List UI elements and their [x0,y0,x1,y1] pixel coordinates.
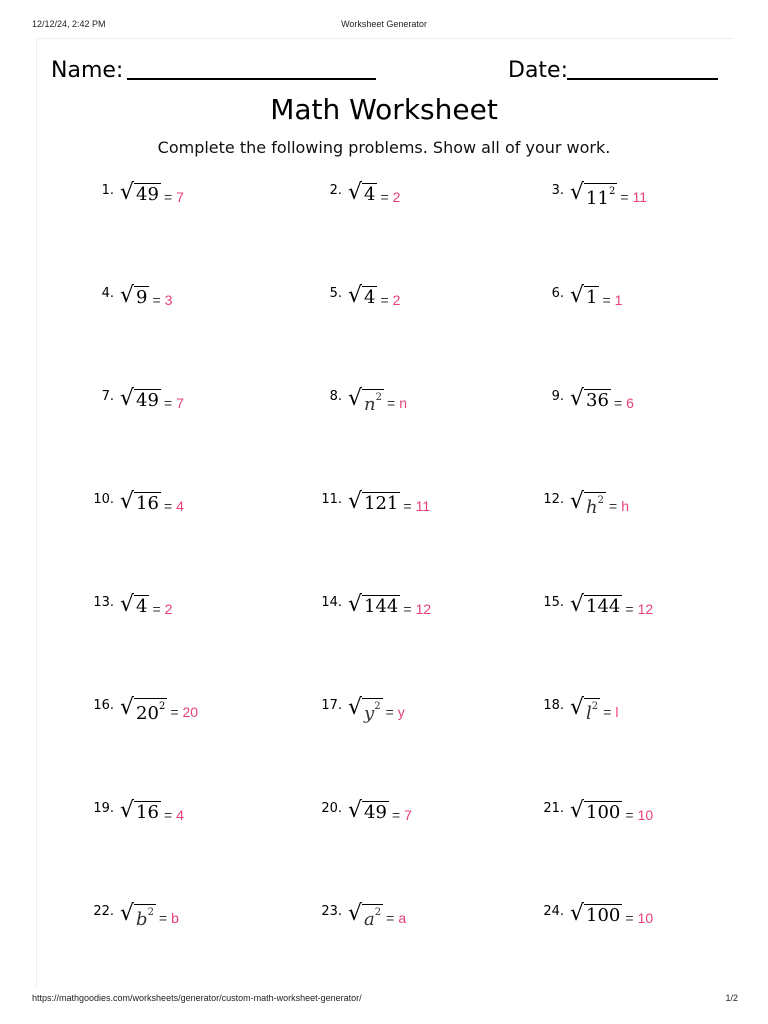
answer: 11 [415,498,431,514]
radicand [362,595,400,618]
square-root-expression [120,180,161,206]
problem-number: 17. [321,698,342,713]
problem-number: 7. [101,389,114,404]
radicand-base: 144 [586,596,621,617]
radicand-exponent: 2 [608,186,616,197]
problem-item [86,489,184,519]
radical-sign-icon: √ [570,592,585,617]
problem-number: 3. [551,183,564,198]
problem-number: 21. [543,801,564,816]
problem-number: 12. [543,492,564,507]
square-root-expression [348,695,383,725]
answer-group [625,601,653,617]
answer: l [615,704,619,720]
answer-group [164,807,184,823]
problem-item [536,901,653,931]
square-root-expression [570,695,600,725]
answer-group [152,292,172,308]
date-label: Date: [508,58,568,83]
problem-number: 23. [321,904,342,919]
problem-item [86,386,184,416]
radicand-base: 11 [586,188,609,209]
radical-sign-icon: √ [348,798,363,823]
problem-item [314,283,400,313]
radicand-exponent: 2 [374,907,382,918]
radicand-base: a [364,909,375,930]
problem-item [86,798,184,828]
problem-number: 16. [93,698,114,713]
radicand-base: 49 [136,390,159,411]
answer-group [609,498,629,514]
radicand [584,389,611,412]
problem-item [86,901,179,931]
answer: y [397,704,405,720]
problem-number: 5. [329,286,342,301]
radicand [362,904,383,931]
radicand [584,183,617,210]
radicand [134,389,161,412]
answer-group [380,189,400,205]
radicand [362,698,383,725]
answer-group [387,395,407,411]
radicand-base: 144 [364,596,399,617]
answer: n [399,395,407,411]
square-root-expression [120,489,161,515]
date-blank-line [567,78,718,80]
radicand [584,595,622,618]
answer: 12 [637,601,654,617]
radicand [584,286,599,309]
radicand [134,492,161,515]
answer: 11 [632,189,648,205]
radicand [584,698,600,725]
radicand-base: 4 [364,184,376,205]
answer: 10 [637,807,654,823]
radicand-base: 100 [586,905,621,926]
equals-sign: = [380,292,389,308]
square-root-expression [120,592,149,618]
radical-sign-icon: √ [120,489,135,514]
answer-group [170,704,198,720]
problem-item [314,592,431,622]
answer-group [159,910,179,926]
radicand [134,183,161,206]
equals-sign: = [387,395,396,411]
problem-item [536,180,647,210]
radicand-exponent: 2 [597,495,604,506]
square-root-expression [570,180,617,210]
answer: 2 [164,601,173,617]
radicand-base: 4 [364,287,376,308]
radicand [134,698,167,725]
square-root-expression [120,386,161,412]
answer-group [602,292,622,308]
problem-number: 6. [551,286,564,301]
problem-item [314,695,405,725]
radicand-base: h [586,497,598,518]
equals-sign: = [163,807,173,823]
radical-sign-icon: √ [348,180,363,205]
radical-sign-icon: √ [348,901,363,926]
answer: 7 [404,807,412,823]
equals-sign: = [158,910,168,926]
answer: 12 [415,601,432,617]
radical-sign-icon: √ [570,798,585,823]
radical-sign-icon: √ [348,592,363,617]
problem-number: 4. [101,286,114,301]
problem-number: 9. [551,389,564,404]
radicand-exponent: 2 [147,907,154,918]
radical-sign-icon: √ [120,386,135,411]
equals-sign: = [386,910,395,926]
radicand [584,801,622,824]
name-blank-line [127,78,376,80]
problem-number: 13. [93,595,114,610]
answer: 2 [392,292,401,308]
radicand [362,492,400,515]
radicand [584,492,606,519]
radicand-exponent: 2 [158,701,166,712]
radicand [362,801,389,824]
answer-group [403,601,431,617]
radicand [362,389,384,416]
radicand-exponent: 2 [374,701,381,712]
radicand-base: y [364,703,375,724]
problem-number: 1. [101,183,114,198]
equals-sign: = [170,704,179,720]
answer-group [164,189,184,205]
equals-sign: = [403,601,412,617]
problem-number: 11. [321,492,342,507]
answer-group [614,395,634,411]
square-root-expression [120,901,156,931]
answer-group [603,704,618,720]
equals-sign: = [620,189,629,205]
radicand-base: 4 [136,596,148,617]
answer: 4 [176,807,184,823]
radical-sign-icon: √ [570,901,585,926]
radicand-exponent: 2 [375,392,382,403]
answer-group [625,910,653,926]
answer: h [621,498,629,514]
radical-sign-icon: √ [570,386,585,411]
square-root-expression [348,386,384,416]
radicand [134,801,161,824]
answer-group [386,704,405,720]
answer: b [171,910,179,926]
problem-item [536,798,653,828]
radicand [134,286,149,309]
problem-item [86,695,198,725]
print-url: https://mathgoodies.com/worksheets/generator/custom-math-worksheet-generator/ [32,993,362,1003]
problem-number: 10. [93,492,114,507]
radical-sign-icon: √ [120,180,135,205]
answer: 1 [614,292,623,308]
problem-item [314,798,412,828]
answer: 3 [164,292,173,308]
radical-sign-icon: √ [570,489,585,514]
answer: 7 [176,395,184,411]
radical-sign-icon: √ [570,283,585,308]
radicand [362,183,377,206]
square-root-expression [570,386,611,412]
radical-sign-icon: √ [120,695,135,720]
square-root-expression [348,180,377,206]
radical-sign-icon: √ [570,180,585,205]
radicand-base: 20 [136,703,159,724]
equals-sign: = [385,704,394,720]
problem-item [86,283,172,313]
radicand [362,286,377,309]
problem-number: 18. [543,698,564,713]
radicand-base: 121 [364,493,399,514]
answer-group [625,807,653,823]
square-root-expression [120,798,161,824]
square-root-expression [120,283,149,309]
equals-sign: = [391,807,401,823]
equals-sign: = [609,498,618,514]
equals-sign: = [152,292,161,308]
equals-sign: = [625,601,634,617]
answer: a [398,910,407,926]
equals-sign: = [163,498,173,514]
radicand [134,904,156,931]
answer-group [164,498,184,514]
equals-sign: = [602,292,611,308]
problem-item [536,283,622,313]
name-label: Name: [51,58,124,83]
answer-group [620,189,647,205]
square-root-expression [570,283,599,309]
radicand-base: 16 [136,493,159,514]
equals-sign: = [613,395,623,411]
problem-item [314,489,430,519]
problem-number: 15. [543,595,564,610]
answer-group [392,807,412,823]
problem-item [314,386,407,416]
answer: 20 [182,704,199,720]
problem-item [536,695,618,725]
problem-item [86,592,172,622]
square-root-expression [348,283,377,309]
answer: 2 [392,189,401,205]
worksheet-title: Math Worksheet [270,93,498,126]
radicand-base: b [136,909,148,930]
print-page-title: Worksheet Generator [341,19,427,29]
answer: 7 [176,189,184,205]
radicand-exponent: 2 [591,701,599,712]
radical-sign-icon: √ [348,489,363,514]
worksheet-instructions: Complete the following problems. Show all of your work. [157,138,611,157]
answer-group [403,498,430,514]
equals-sign: = [152,601,161,617]
square-root-expression [570,592,622,618]
equals-sign: = [403,498,412,514]
answer-group [152,601,172,617]
square-root-expression [570,489,606,519]
problem-number: 8. [329,389,342,404]
radicand-base: 36 [586,390,609,411]
answer-group [164,395,184,411]
problem-item [86,180,184,210]
square-root-expression [348,592,400,618]
radicand-base: 1 [586,287,598,308]
radical-sign-icon: √ [120,901,135,926]
equals-sign: = [603,704,612,720]
answer-group [386,910,406,926]
problem-number: 22. [93,904,114,919]
problem-item [314,901,406,931]
answer: 6 [626,395,634,411]
square-root-expression [570,901,622,927]
square-root-expression [348,798,389,824]
problem-number: 19. [93,801,114,816]
equals-sign: = [625,910,634,926]
equals-sign: = [380,189,389,205]
radical-sign-icon: √ [120,592,135,617]
print-datetime: 12/12/24, 2:42 PM [32,19,106,29]
radicand [134,595,149,618]
problem-item [536,489,629,519]
square-root-expression [120,695,167,725]
radicand-base: 49 [136,184,159,205]
square-root-expression [348,489,400,515]
radicand-base: 9 [136,287,148,308]
problem-number: 14. [321,595,342,610]
radical-sign-icon: √ [348,386,363,411]
radical-sign-icon: √ [120,798,135,823]
square-root-expression [570,798,622,824]
square-root-expression [348,901,383,931]
radical-sign-icon: √ [348,695,363,720]
answer: 10 [637,910,654,926]
problem-number: 20. [321,801,342,816]
radical-sign-icon: √ [570,695,585,720]
equals-sign: = [163,189,173,205]
radicand-base: 100 [586,802,621,823]
radical-sign-icon: √ [120,283,135,308]
equals-sign: = [163,395,173,411]
radical-sign-icon: √ [348,283,363,308]
radicand-base: 49 [364,802,387,823]
problem-number: 24. [543,904,564,919]
radicand-base: 16 [136,802,159,823]
problem-item [314,180,400,210]
problem-number: 2. [329,183,342,198]
problem-item [536,386,634,416]
radicand-base: l [586,703,592,724]
answer-group [380,292,400,308]
radicand-base: n [364,394,376,415]
equals-sign: = [625,807,634,823]
radicand [584,904,622,927]
print-page-number: 1/2 [725,993,738,1003]
answer: 4 [176,498,184,514]
problem-item [536,592,653,622]
